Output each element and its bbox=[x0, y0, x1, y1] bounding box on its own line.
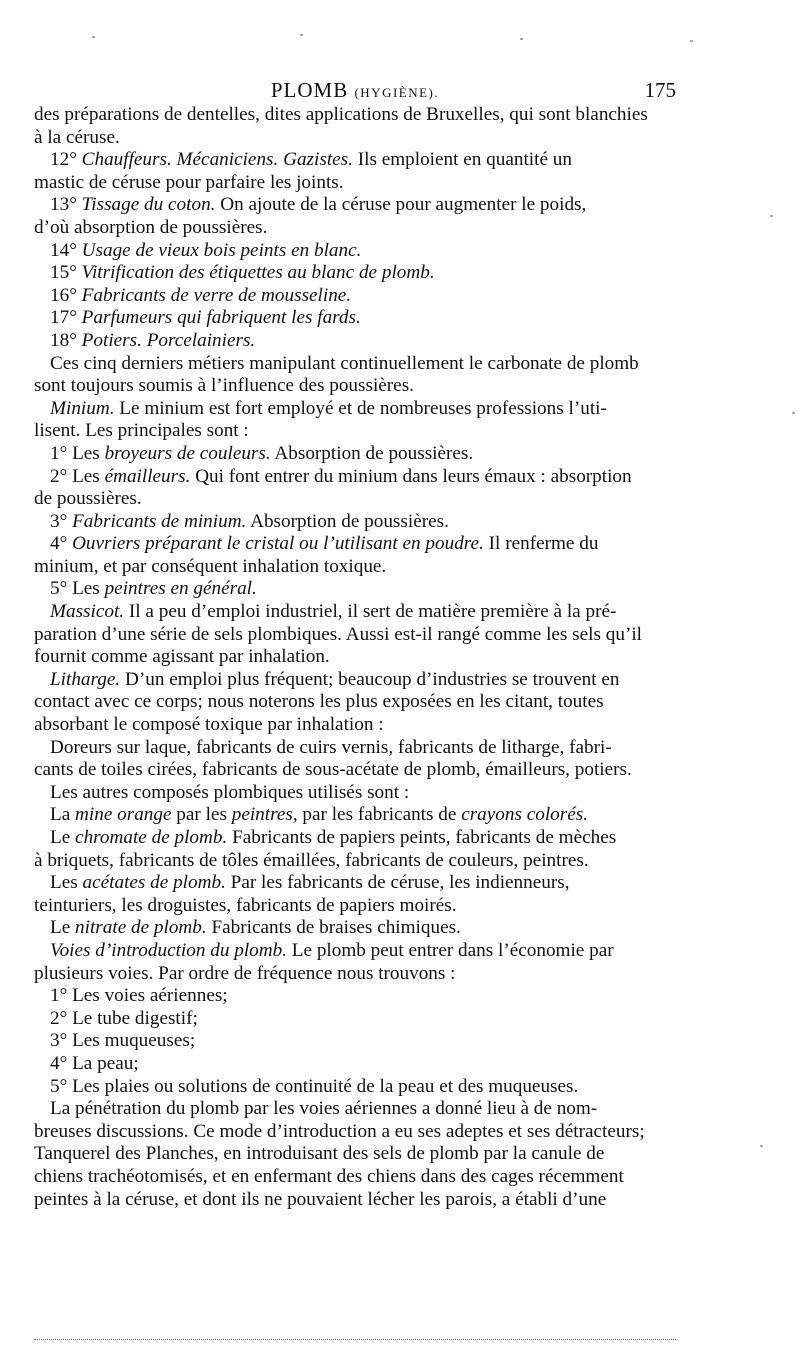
line-text: Fabricants de papiers peints, fabricants de mèches bbox=[227, 827, 617, 848]
text-line: mastic de céruse pour parfaire les joints. bbox=[34, 171, 344, 193]
scan-speck bbox=[520, 38, 523, 40]
scan-speck bbox=[770, 215, 773, 217]
bottom-dotted-rule bbox=[34, 1339, 676, 1340]
product-name: crayons colorés. bbox=[461, 804, 589, 826]
trade-name: Potiers. Porcelainiers. bbox=[81, 329, 256, 351]
trade-name: Parfumeurs qui fabriquent les fards. bbox=[81, 307, 361, 329]
text-line bbox=[34, 149, 676, 172]
text-line bbox=[34, 533, 676, 556]
line-text: Les bbox=[50, 872, 83, 894]
trade-name: peintres, bbox=[231, 804, 298, 826]
text-line: lisent. Les principales sont : bbox=[34, 420, 249, 442]
text-line: cants de toiles cirées, fabricants de sous-acétate de plomb, émailleurs, potiers. bbox=[34, 759, 632, 781]
scan-speck bbox=[92, 36, 95, 38]
running-title-main: PLOMB bbox=[270, 78, 349, 102]
text-line bbox=[34, 194, 676, 217]
text-line bbox=[34, 804, 676, 827]
text-line bbox=[34, 466, 676, 489]
compound-name: Minium. bbox=[50, 397, 115, 419]
text-line: plusieurs voies. Par ordre de fréquence nous trouvons : bbox=[34, 962, 456, 984]
text-line bbox=[34, 285, 676, 308]
item-number: 16° bbox=[50, 284, 82, 306]
trade-name: Tissage du coton. bbox=[81, 194, 216, 216]
compound-name: Litharge. bbox=[50, 668, 121, 690]
item-number: 15° bbox=[50, 262, 82, 284]
text-line bbox=[34, 872, 676, 895]
trade-name: Ouvriers préparant le cristal ou l’utilisant en poudre. bbox=[72, 533, 484, 555]
text-line: peintes à la céruse, et dont ils ne pouvaient lécher les parois, a établi d’une bbox=[34, 1188, 607, 1210]
scan-speck bbox=[792, 412, 795, 414]
line-text: Le bbox=[50, 917, 76, 939]
text-line: minium, et par conséquent inhalation toxique. bbox=[34, 555, 387, 577]
list-item: 4° La peau; bbox=[50, 1052, 139, 1074]
line-text: Fabricants de braises chimiques. bbox=[206, 917, 461, 939]
text-line bbox=[34, 601, 676, 624]
section-heading: Voies d’introduction du plomb. bbox=[50, 939, 287, 961]
text-line bbox=[34, 330, 676, 353]
line-text: Par les fabricants de céruse, les indienneurs, bbox=[225, 872, 570, 894]
compound-name: mine orange bbox=[75, 804, 172, 826]
line-text: La bbox=[50, 804, 76, 826]
text-line: de poussières. bbox=[34, 488, 142, 510]
text-line: des préparations de dentelles, dites applications de Bruxelles, qui sont blanchies bbox=[34, 104, 648, 125]
list-item: 5° Les plaies ou solutions de continuité de la peau et des muqueuses. bbox=[50, 1075, 579, 1097]
text-line: à la céruse. bbox=[34, 126, 120, 148]
text-line bbox=[34, 262, 676, 285]
text-line bbox=[34, 940, 676, 963]
body-text bbox=[34, 104, 676, 1211]
item-number: 17° bbox=[50, 307, 82, 329]
line-text: Le plomb peut entrer dans l’économie par bbox=[287, 939, 614, 961]
compound-name: Massicot. bbox=[50, 601, 125, 623]
line-text: Il a peu d’emploi industriel, il sert de matière première à la pré- bbox=[124, 601, 617, 623]
compound-name: nitrate de plomb. bbox=[75, 917, 207, 939]
scan-speck bbox=[300, 34, 303, 36]
item-number: 4° bbox=[50, 533, 73, 555]
text-line bbox=[34, 917, 676, 940]
trade-name: Fabricants de verre de mousseline. bbox=[81, 284, 352, 306]
text-line bbox=[34, 240, 676, 263]
page-number: 175 bbox=[644, 78, 676, 102]
text-line: sont toujours soumis à l’influence des poussières. bbox=[34, 375, 414, 397]
line-text: Il renferme du bbox=[483, 533, 599, 555]
text-line bbox=[34, 669, 676, 692]
line-text: par les fabricants de bbox=[297, 804, 462, 826]
trade-name: broyeurs de couleurs. bbox=[104, 442, 271, 464]
line-text: Le bbox=[50, 827, 76, 848]
text-line: paration d’une série de sels plombiques. Aussi est-il rangé comme les sels qu’il bbox=[34, 623, 643, 645]
item-number: 1° Les bbox=[50, 442, 105, 464]
line-text: On ajoute de la céruse pour augmenter le poids, bbox=[215, 194, 587, 216]
item-number: 3° bbox=[50, 510, 73, 532]
trade-name: Vitrification des étiquettes au blanc de plomb. bbox=[81, 262, 435, 284]
text-line bbox=[34, 827, 676, 850]
text-line bbox=[34, 398, 676, 421]
text-line: teinturiers, les droguistes, fabricants de papiers moirés. bbox=[34, 894, 457, 916]
list-item: 3° Les muqueuses; bbox=[50, 1030, 196, 1052]
line-text: Ils emploient en quantité un bbox=[352, 149, 572, 171]
list-item: 2° Le tube digestif; bbox=[50, 1007, 198, 1029]
item-number: 2° Les bbox=[50, 465, 105, 487]
text-line bbox=[34, 511, 676, 534]
item-number: 14° bbox=[50, 239, 82, 261]
trade-name: Chauffeurs. Mécaniciens. Gazistes. bbox=[81, 149, 353, 171]
text-line: Les autres composés plombiques utilisés sont : bbox=[50, 781, 410, 803]
item-number: 18° bbox=[50, 329, 82, 351]
line-text: D’un emploi plus fréquent; beaucoup d’industries se trouvent en bbox=[120, 668, 620, 690]
running-header bbox=[34, 74, 676, 104]
text-line: à briquets, fabricants de tôles émaillées, fabricants de couleurs, peintres. bbox=[34, 849, 589, 871]
text-line: chiens trachéotomisés, et en enfermant des chiens dans des cages récemment bbox=[34, 1165, 624, 1187]
text-line bbox=[34, 443, 676, 466]
line-text: Le minium est fort employé et de nombreuses professions l’uti- bbox=[114, 397, 607, 419]
line-text: par les bbox=[171, 804, 232, 826]
running-title-subtitle: (HYGIÈNE). bbox=[354, 85, 440, 100]
text-line: La pénétration du plomb par les voies aériennes a donné lieu à de nom- bbox=[50, 1098, 598, 1120]
running-title bbox=[34, 78, 676, 103]
text-line bbox=[34, 578, 676, 601]
trade-name: Fabricants de minium. bbox=[72, 510, 247, 532]
text-line: breuses discussions. Ce mode d’introduction a eu ses adeptes et ses détracteurs; bbox=[34, 1120, 645, 1142]
text-line: Ces cinq derniers métiers manipulant continuellement le carbonate de plomb bbox=[50, 352, 639, 374]
item-number: 13° bbox=[50, 194, 82, 216]
trade-name: émailleurs. bbox=[104, 465, 191, 487]
scan-speck bbox=[690, 40, 693, 42]
line-text: Qui font entrer du minium dans leurs émaux : absorption bbox=[190, 465, 632, 487]
trade-name: Usage de vieux bois peints en blanc. bbox=[81, 239, 362, 261]
scan-speck bbox=[760, 1145, 763, 1147]
item-number: 12° bbox=[50, 149, 82, 171]
text-line: d’où absorption de poussières. bbox=[34, 216, 268, 238]
text-line bbox=[34, 307, 676, 330]
line-text: Absorption de poussières. bbox=[246, 510, 449, 532]
line-text: Absorption de poussières. bbox=[270, 442, 474, 464]
text-line: Tanquerel des Planches, en introduisant des sels de plomb par la canule de bbox=[34, 1143, 605, 1165]
trade-name: peintres en général. bbox=[104, 578, 257, 600]
text-line: Doreurs sur laque, fabricants de cuirs vernis, fabricants de litharge, fabri- bbox=[50, 736, 612, 758]
text-line: absorbant le composé toxique par inhalation : bbox=[34, 714, 384, 736]
compound-name: chromate de plomb. bbox=[75, 827, 228, 848]
item-number: 5° Les bbox=[50, 578, 105, 600]
text-line: contact avec ce corps; nous noterons les plus exposées en les citant, toutes bbox=[34, 691, 604, 713]
compound-name: acétates de plomb. bbox=[82, 872, 226, 894]
text-line: fournit comme agissant par inhalation. bbox=[34, 646, 330, 668]
list-item: 1° Les voies aériennes; bbox=[50, 985, 228, 1007]
